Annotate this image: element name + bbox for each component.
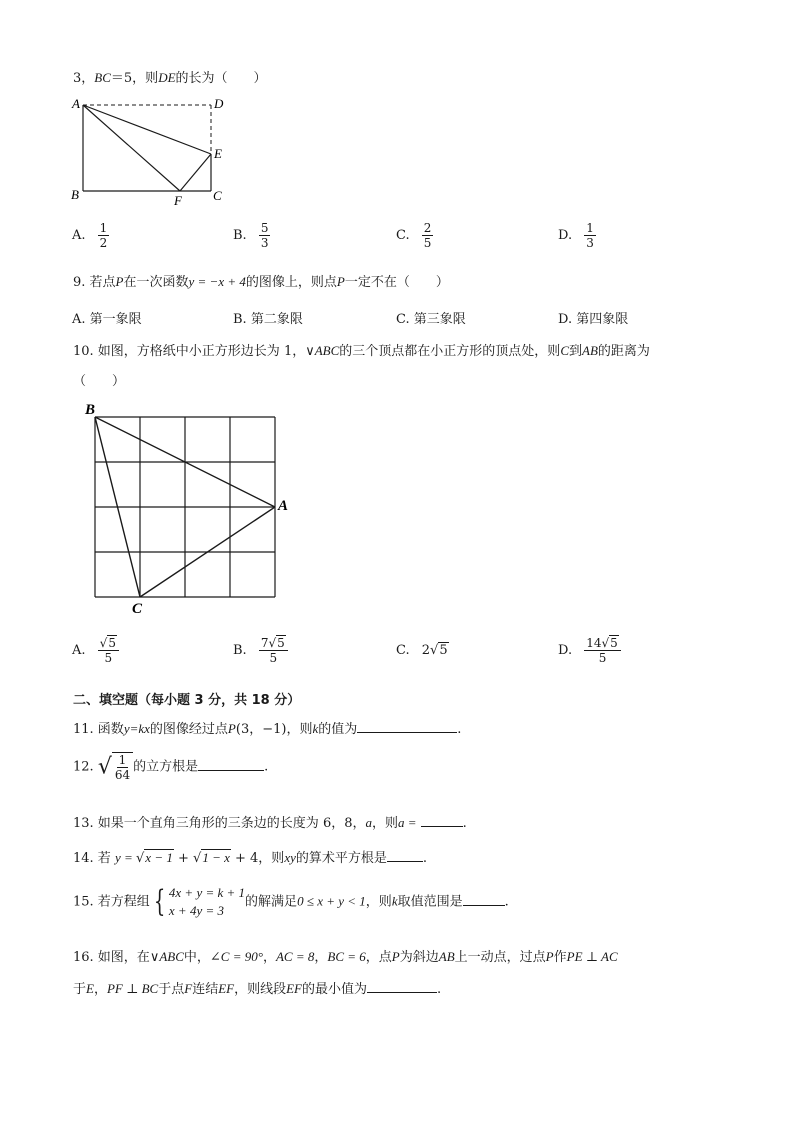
q8-label-a: A xyxy=(72,96,80,111)
q9-option-b[interactable]: B. 第二象限 xyxy=(233,312,303,327)
q10-option-b[interactable]: B. $\frac{7√5}{5}$ xyxy=(233,636,288,665)
section-title: 二、填空题（每小题 3 分，共 18 分） xyxy=(73,693,301,708)
q8-figure xyxy=(66,94,236,210)
q11: 11. 函数y=kx的图像经过点P(3，−1)，则k的值为 . xyxy=(73,721,462,737)
q9-option-c[interactable]: C. 第三象限 xyxy=(396,312,466,327)
q8-label-b: B xyxy=(71,187,79,202)
q13: 13. 如果一个直角三角形的三条边的长度为 6，8，a，则a = . xyxy=(73,815,467,831)
q8-label-e: E xyxy=(214,146,222,161)
q16-line2: 于E，PF ⊥ BC于点F连结EF，则线段EF的最小值为 . xyxy=(73,981,442,997)
q8-label-f: F xyxy=(174,193,182,208)
q10-stem: 10. 如图，方格纸中小正方形边长为 1，∨ABC的三个顶点都在小正方形的顶点处，则C到AB的距离为 xyxy=(73,343,650,359)
q16-line1: 16. 如图，在∨ABC中，∠C = 90°，AC = 8，BC = 6，点P为斜边AB上一动点，过点P作PE ⊥ AC xyxy=(73,949,618,965)
q15-answer-blank[interactable] xyxy=(463,893,505,906)
q10-label-a: A xyxy=(278,498,289,514)
q10-option-d[interactable]: D. $\frac{14√5}{5}$ xyxy=(558,636,621,665)
q16-answer-blank[interactable] xyxy=(367,980,437,993)
q15: 15. 若方程组 { 4x + y = k + 1 x + 4y = 3 的解满足0 ≤ x + y < 1，则k取值范围是 . xyxy=(73,884,509,919)
q10-stem-paren: （ ） xyxy=(73,374,126,389)
q8-label-c: C xyxy=(213,188,222,203)
q8-option-c[interactable]: C. $\frac{2}{5}$ xyxy=(396,221,432,250)
q8-stem: 3，BC＝5，则DE的长为（ ） xyxy=(73,70,267,86)
q11-answer-blank[interactable] xyxy=(357,720,457,733)
q8-option-d[interactable]: D. $\frac{1}{3}$ xyxy=(558,221,594,250)
q12: 12. √ $\frac{1}{64}$ 的立方根是 . xyxy=(73,753,269,782)
q8-edge-ae xyxy=(83,105,211,154)
q10-option-c[interactable]: C. 2√5 xyxy=(396,643,448,658)
q8-option-a[interactable]: A. $\frac{1}{2}$ xyxy=(72,221,108,250)
q10-option-a[interactable]: A. $\frac{√5}{5}$ xyxy=(72,636,119,665)
q12-answer-blank[interactable] xyxy=(198,758,264,771)
q9-option-a[interactable]: A. 第一象限 xyxy=(72,312,142,327)
q14-answer-blank[interactable] xyxy=(387,849,423,862)
q10-label-c: C xyxy=(132,601,143,617)
q8-edge-af xyxy=(83,105,180,191)
q9-stem: 9. 若点P在一次函数y = −x + 4的图像上，则点P一定不在（ ） xyxy=(73,274,449,290)
q13-answer-blank[interactable] xyxy=(421,814,463,827)
q10-figure xyxy=(80,400,295,622)
q8-edge-fe xyxy=(180,154,211,191)
q10-grid xyxy=(95,417,275,597)
q8-option-b[interactable]: B. $\frac{5}{3}$ xyxy=(233,221,269,250)
q10-label-b: B xyxy=(85,402,96,418)
q14: 14. 若 y = √x − 1 + √1 − x + 4，则xy的算术平方根是 . xyxy=(73,850,428,866)
q9-option-d[interactable]: D. 第四象限 xyxy=(558,312,629,327)
q8-label-d: D xyxy=(214,96,224,111)
